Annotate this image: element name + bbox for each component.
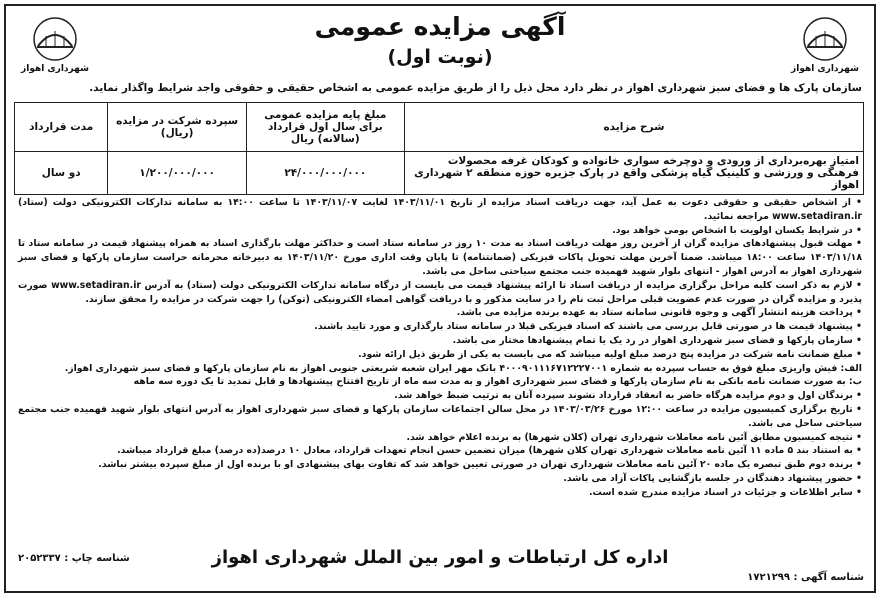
list-item: • در شرایط یکسان اولویت با اشخاص بومی خواهد بود. <box>612 224 862 236</box>
logo-caption: شهرداری اهواز <box>791 64 859 74</box>
header-deposit: سپرده شرکت در مزایده (ریال) <box>108 103 246 152</box>
footer <box>6 547 874 585</box>
list-item: • به استناد بند ۵ ماده ۱۱ آئین نامه معاملات شهرداری تهران کلان شهرها) میزان تضمین حسن انجام تعهدات قرارداد، معادل ۱۰ درصد(ده درصد) مبلغ قرارداد میباشد. <box>117 445 862 457</box>
issuing-organization: اداره کل ارتباطات و امور بین الملل شهرداری اهواز <box>211 547 669 568</box>
cell-deposit: ۱/۲۰۰/۰۰۰/۰۰۰ <box>108 152 246 195</box>
list-item: • برنده دوم طبق تبصره یک ماده ۲۰ آئین نامه معاملات شهرداری تهران در صورتی تعیین خواهد شد که تفاوت بهای پیشنهادی او با برنده اول از مبلغ سپرده بیشتر نباشد. <box>98 459 862 471</box>
list-item: • سازمان پارکها و فضای سبز شهرداری اهواز در رد یک یا تمام پیشنهادها مختار می باشد. <box>452 334 862 346</box>
list-item: ب: به صورت ضمانت نامه بانکی به نام سازمان پارکها و فضای سبز شهرداری اهواز و به مدت سه ماه از تاریخ افتتاح پیشنهادها و قابل تمدید تا یک دوره سه ماهه <box>133 376 862 388</box>
list-item: • مهلت قبول پیشنهادهای مزایده گران از آخرین روز مهلت دریافت اسناد به مدت ۱۰ روز در سامانه ستاد است و حداکثر مهلت بارگذاری اسناد به همراه پیشنهاد قیمت در سامانه ستاد تا ۱۴۰۳/۱۱/۱۸ ساعت ۱۸:۰۰ میباشد. ضمنا آخرین مهلت تحویل پاکات فیزیکی (ضمانتنامه) تا پایان وقت اداری مورخ ۱۴۰۳/۱۱/۲۰ به دبیرخانه محرمانه حراست سازمان پارکها و فضای سبز شهرداری اهواز به آدرس اهواز - انتهای بلوار شهید فهمیده جنب مجتمع سیاحتی ساحل می باشد. <box>18 238 862 277</box>
list-item: • سایر اطلاعات و جزئیات در اسناد مزایده مندرج شده است. <box>588 486 862 498</box>
header-desc: شرح مزایده <box>404 103 863 152</box>
cell-desc: امتیاز بهره‌برداری از ورودی و دوچرخه سواری خانواده و کودکان غرفه محصولات فرهنگی و ورزشی و کلینیک گیاه پزشکی واقع در پارک جزیره حوزه منطقه ۲ شهرداری اهواز <box>404 152 863 195</box>
notice-title: آگهی مزایده عمومی <box>314 12 566 41</box>
list-item: • نتیجه کمیسیون مطابق آئین نامه معاملات شهرداری تهران (کلان شهرها) به برنده اعلام خواهد شد. <box>406 431 862 443</box>
list-item: • پرداخت هزینه انتشار آگهی و وجوه قانونی سامانه ستاد به عهده برنده مزایده می باشد. <box>456 307 862 319</box>
header-base-price: مبلغ پایه مزایده عمومی برای سال اول قرارداد (سالانه) ریال <box>246 103 404 152</box>
table-row <box>15 152 864 195</box>
print-id: شناسه چاپ : ۲۰۵۲۳۳۷ <box>18 553 130 564</box>
list-item: • مبلغ ضمانت نامه شرکت در مزایده پنج درصد مبلغ اولیه میباشد که می بایست به یکی از طریق ذیل ارائه شود. <box>358 348 862 360</box>
cell-base-price: ۲۴/۰۰۰/۰۰۰/۰۰۰ <box>246 152 404 195</box>
logo-caption: شهرداری اهواز <box>21 64 89 74</box>
list-item: • تاریخ برگزاری کمیسیون مزایده در ساعت ۱۲:۰۰ مورخ ۱۴۰۳/۰۳/۲۶ در محل سالن اجتماعات سازمان پارکها و فضای سبز شهرداری اهواز به آدرس انتهای بلوار شهید فهمیده جنب مجتمع سیاحتی ساحل می باشد. <box>18 403 862 429</box>
auction-notice <box>4 4 876 593</box>
notice-round: (نوبت اول) <box>387 46 493 68</box>
intro-text: سازمان پارک ها و فضای سبز شهرداری اهواز در نظر دارد محل ذیل را از طریق مزایده عمومی به اشخاص حقیقی و حقوقی واجد شرایط واگذار نماید. <box>89 82 862 94</box>
header-duration: مدت قرارداد <box>15 103 108 152</box>
list-item: • لازم به ذکر است کلیه مراحل برگزاری مزایده از دریافت اسناد تا ارائه پیشنهاد قیمت می بایست از درگاه سامانه تدارکات الکترونیکی دولت (ستاد) به آدرس www.setadiran.ir صورت پذیرد و مزایده گران در صورت عدم عضویت قبلی مراحل ثبت نام را در سایت مذکور و با دریافت گواهی امضاء الکترونیکی (توکن) را جهت شرکت در مزایده را محقق سازند. <box>18 279 862 305</box>
conditions-list <box>18 196 862 500</box>
list-item: • از اشخاص حقیقی و حقوقی دعوت به عمل آید، جهت دریافت اسناد مزایده از تاریخ ۱۴۰۳/۱۱/۰۱ لغایت ۱۴۰۳/۱۱/۰۷ تا ساعت ۱۴:۰۰ به سامانه تدارکات الکترونیکی دولت (ستاد) www.setadiran.ir مراجعه نمائید. <box>18 197 862 222</box>
ad-id: شناسه آگهی : ۱۷۲۱۲۹۹ <box>747 572 864 583</box>
list-item: • برندگان اول و دوم مزایده هرگاه حاضر به انعقاد قرارداد نشوند سپرده آنان به ترتیب ضبط خواهد شد. <box>394 390 862 402</box>
list-item: • پیشنهاد قیمت ها در صورتی قابل بررسی می باشند که اسناد فیزیکی قبلا در سامانه ستاد بارگذاری و مورد تایید باشند. <box>314 321 862 333</box>
table-header-row <box>15 103 864 152</box>
auction-table <box>14 102 864 195</box>
list-item: الف: فیش واریزی مبلغ فوق به حساب سپرده به شماره ۴۰۰۰۹۰۱۱۱۶۷۱۲۲۲۷۰۰۱ بانک مهر ایران شعبه شریعتی جنوبی اهواز به نام سازمان پارکها و فضای سبز شهرداری اهواز. <box>64 362 862 374</box>
cell-duration: دو سال <box>15 152 108 195</box>
list-item: • حضور پیشنهاد دهندگان در جلسه بازگشایی پاکات آزاد می باشد. <box>563 472 862 484</box>
